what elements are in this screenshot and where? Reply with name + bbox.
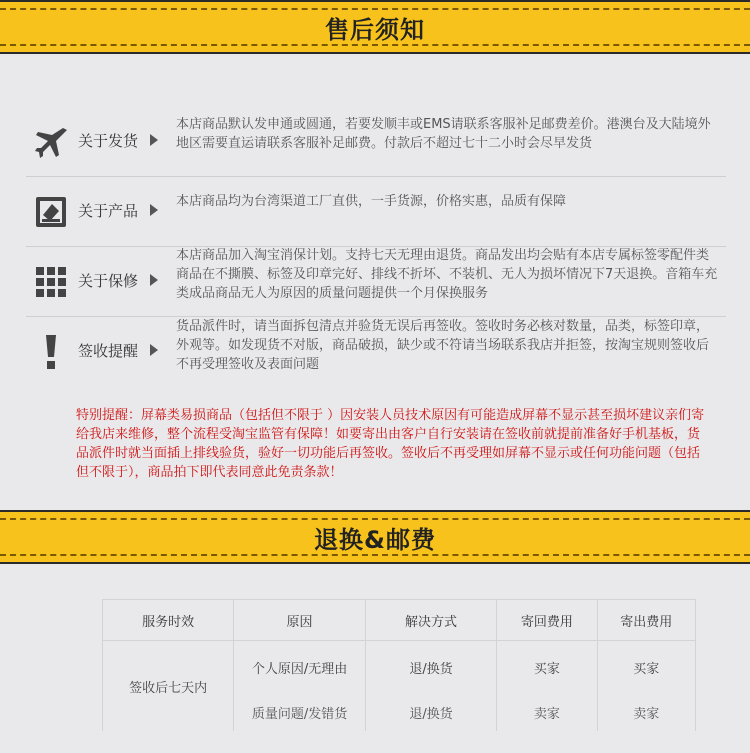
chevron-right-icon bbox=[150, 344, 158, 356]
table-header-cell: 寄回费用 bbox=[497, 600, 597, 641]
table-header-row bbox=[103, 600, 696, 641]
table-cell-period: 签收后七天内 bbox=[103, 641, 234, 732]
section-delivery-reminder bbox=[26, 317, 726, 387]
section-shipping bbox=[26, 107, 726, 177]
table-header-cell: 原因 bbox=[234, 600, 365, 641]
table-cell-return-fee: 买家 bbox=[497, 641, 597, 694]
section-warranty bbox=[26, 247, 726, 317]
section-label: 签收提醒 bbox=[78, 342, 139, 360]
table-cell-reason: 个人原因/无理由 bbox=[234, 641, 365, 694]
exclamation-icon bbox=[34, 335, 68, 369]
table-cell-method: 退/换货 bbox=[365, 641, 496, 694]
table-cell-method: 退/换货 bbox=[365, 693, 496, 731]
table-header-cell: 解决方式 bbox=[365, 600, 496, 641]
after-sale-banner bbox=[0, 0, 750, 54]
table-header-cell: 服务时效 bbox=[103, 600, 234, 641]
section-text: 本店商品均为台湾渠道工厂直供，一手货源，价格实惠，品质有保障 bbox=[176, 194, 567, 209]
table-cell-send-fee: 卖家 bbox=[597, 693, 695, 731]
product-box-icon bbox=[34, 195, 68, 229]
table-cell-send-fee: 买家 bbox=[597, 641, 695, 694]
table-header-cell: 寄出费用 bbox=[597, 600, 695, 641]
table-row bbox=[103, 641, 696, 694]
grid-icon bbox=[34, 265, 68, 299]
returns-banner bbox=[0, 510, 750, 564]
chevron-right-icon bbox=[150, 134, 158, 146]
section-label: 关于产品 bbox=[78, 202, 139, 220]
section-text: 本店商品加入淘宝消保计划。支持七天无理由退货。商品发出均会贴有本店专属标签零配件类商品在不撕膜、标签及印章完好、排线不折坏、不装机、无人为损坏情况下7天退换。音箱车充类成品商品无人为原因的质量问题提供一个月保换服务 bbox=[176, 248, 718, 301]
banner-title: 退换&邮费 bbox=[314, 525, 436, 554]
section-product bbox=[26, 177, 726, 247]
table-cell-return-fee: 卖家 bbox=[497, 693, 597, 731]
returns-fee-table bbox=[102, 599, 696, 731]
section-label: 关于发货 bbox=[78, 132, 139, 150]
table-cell-reason: 质量问题/发错货 bbox=[234, 693, 365, 731]
section-text: 货品派件时，请当面拆包清点并验货无误后再签收。签收时务必核对数量，品类，标签印章，外观等。如发现货不对版，商品破损，缺少或不符请当场联系我店并拒签，按淘宝规则签收后不再受理签收及表面问题 bbox=[176, 319, 710, 372]
section-label: 关于保修 bbox=[78, 272, 139, 290]
chevron-right-icon bbox=[150, 274, 158, 286]
airplane-icon bbox=[34, 125, 68, 159]
chevron-right-icon bbox=[150, 204, 158, 216]
special-notice: 特别提醒：屏幕类易损商品（包括但不限于 ）因安装人员技术原因有可能造成屏幕不显示甚至损坏建议亲们寄给我店来维修，整个流程受淘宝监管有保障！如要寄出由客户自行安装请在签收前就提前准备好手机基板，货品派件时就当面插上排线验货，验好一切功能后再签收。签收后不再受理如屏幕不显示或任何功能问题（包括但不限于），商品拍下即代表同意此免责条款！ bbox=[76, 408, 705, 480]
banner-title: 售后须知 bbox=[325, 15, 425, 44]
section-text: 本店商品默认发申通或圆通，若要发顺丰或EMS请联系客服补足邮费差价。港澳台及大陆境外地区需要直运请联系客服补足邮费。付款后不超过七十二小时会尽早发货 bbox=[176, 117, 711, 151]
